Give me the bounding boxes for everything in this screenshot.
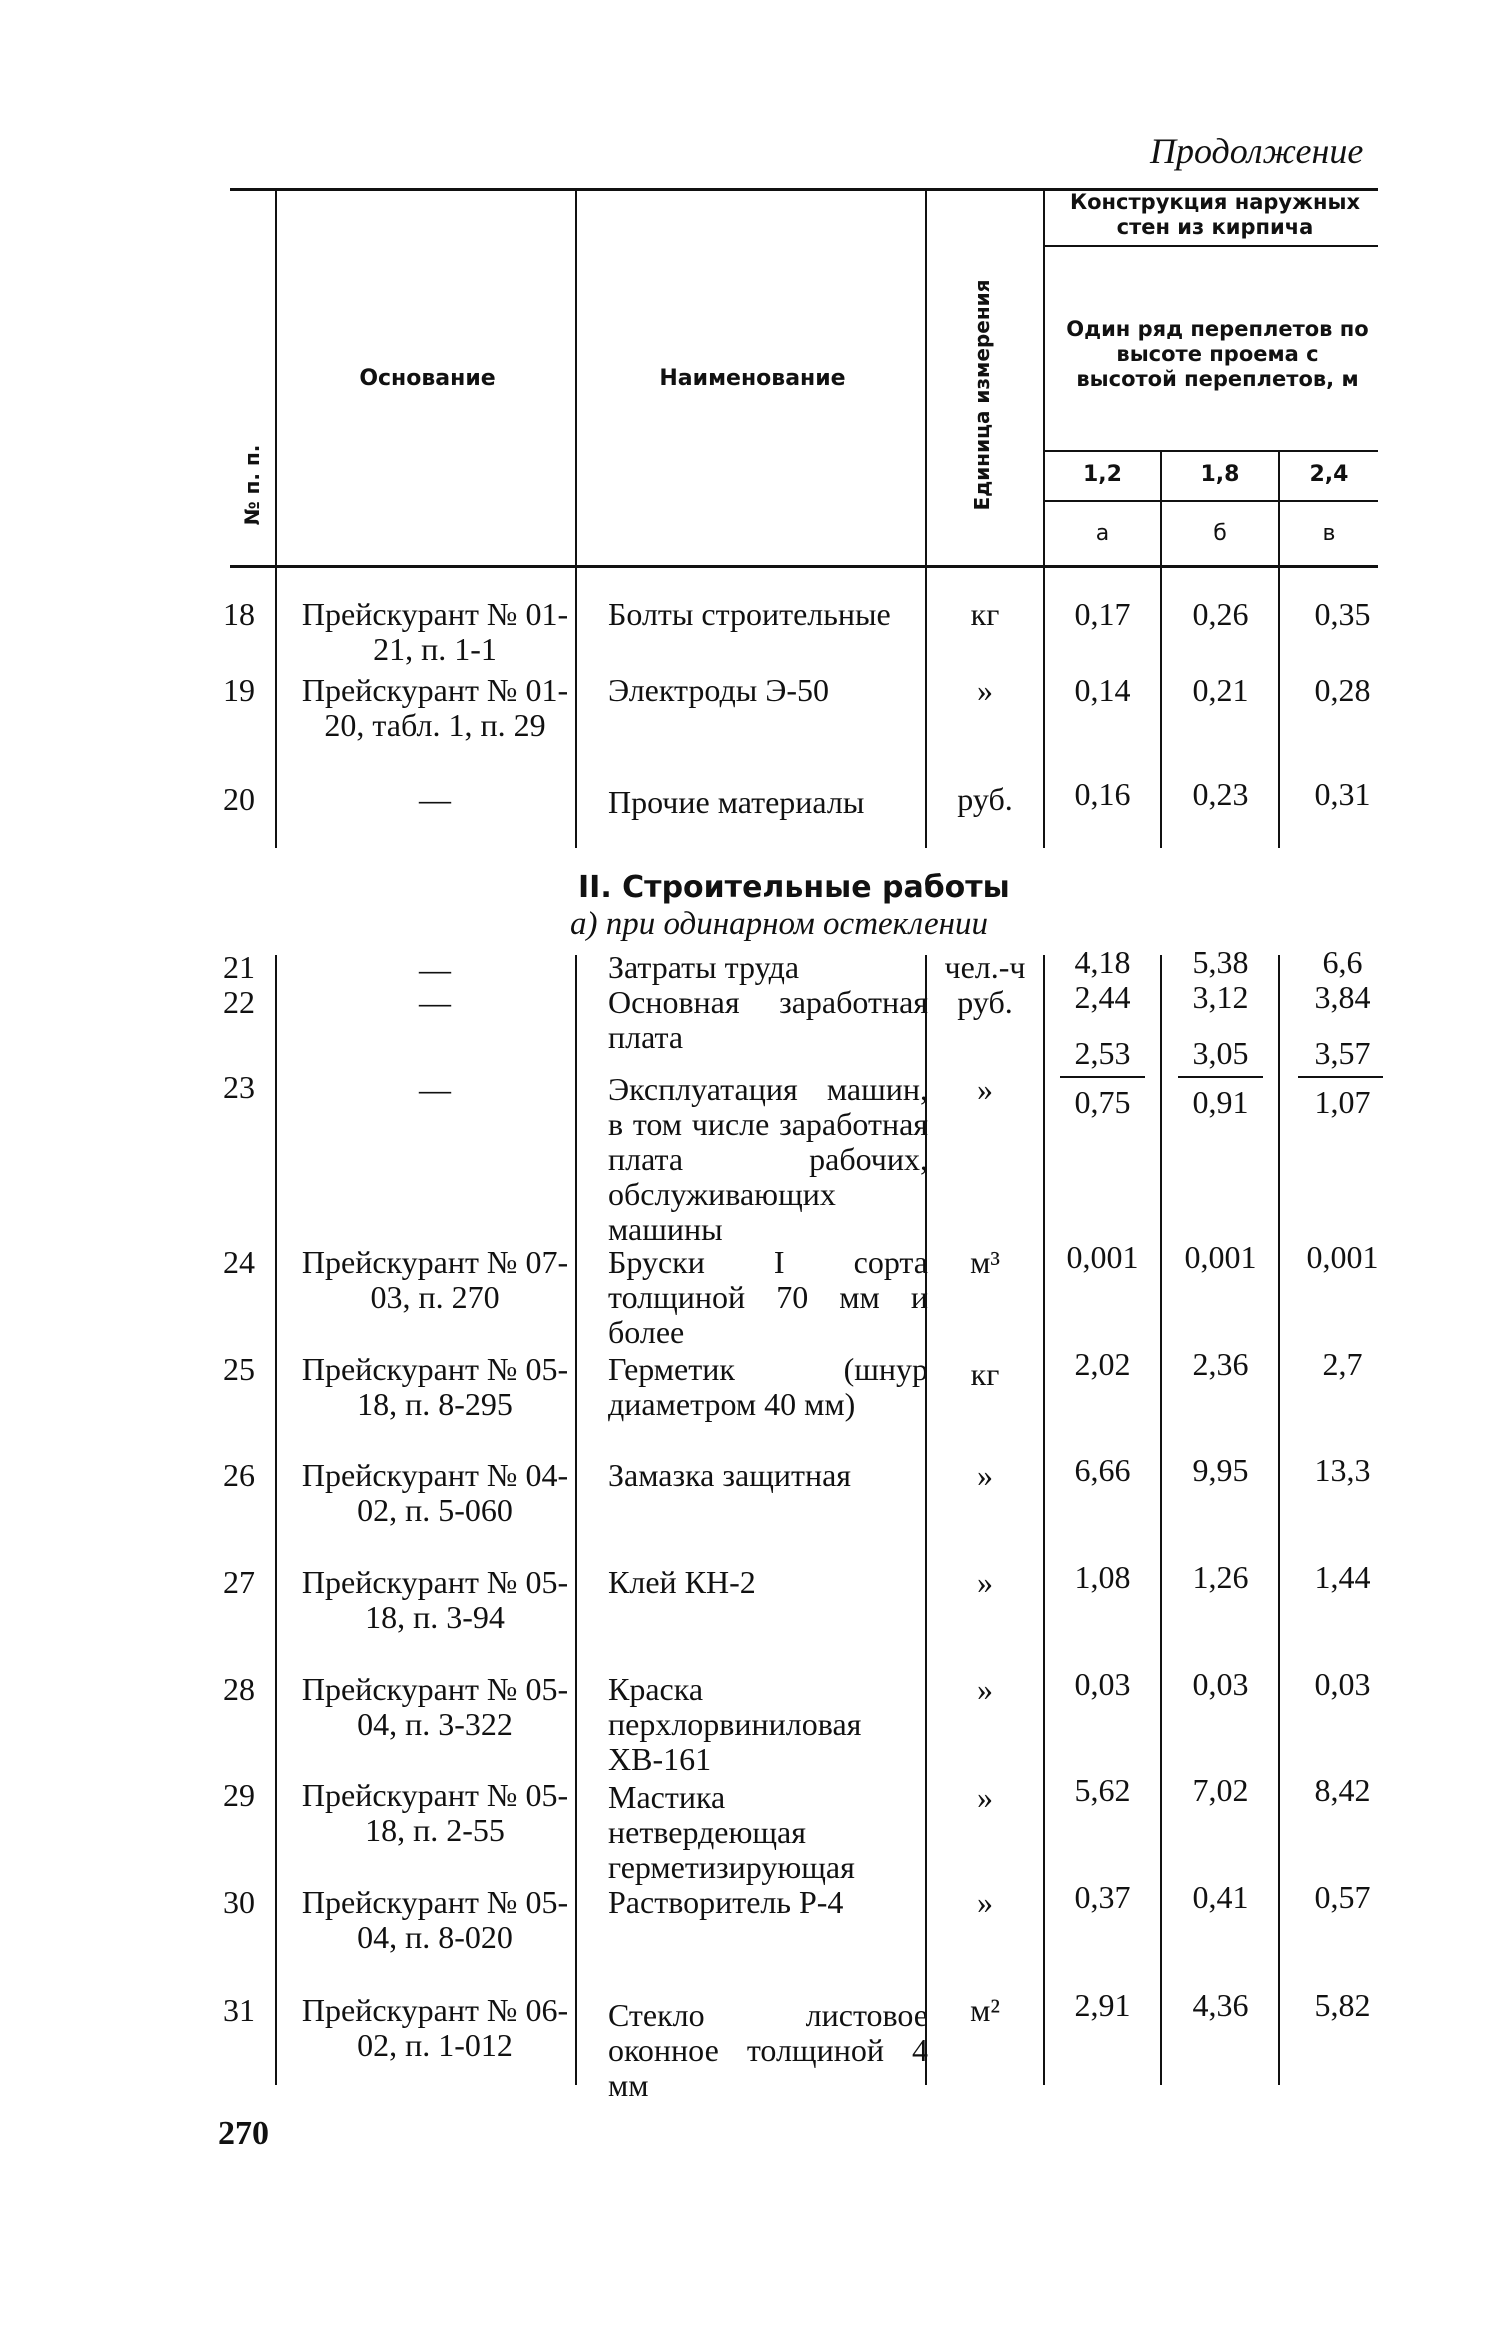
body-vline-1b — [275, 955, 277, 2085]
row-unit: чел.-ч — [944, 949, 1026, 985]
row-basis: Прейскурант № 05-18, п. 2-55 — [301, 1777, 569, 1848]
row-value-b: 0,23 — [1192, 776, 1249, 812]
header-letter-c: в — [1322, 521, 1336, 546]
header-vline-1 — [275, 190, 277, 565]
row-value-c: 8,42 — [1314, 1772, 1371, 1808]
row-unit: руб. — [957, 984, 1013, 1020]
header-height-1: 1,2 — [1083, 462, 1122, 487]
continuation-label: Продолжение — [1150, 131, 1364, 171]
header-letter-b: б — [1213, 521, 1227, 546]
header-letter-a: а — [1095, 521, 1110, 546]
header-height-3: 2,4 — [1309, 462, 1349, 487]
row-basis: — — [419, 1071, 451, 1107]
row-value-c: 0,001 — [1306, 1239, 1379, 1275]
row-value-c: 0,31 — [1314, 776, 1371, 812]
row-value-a: 2,02 — [1074, 1346, 1131, 1382]
row-basis: Прейскурант № 01-20, табл. 1, п. 29 — [301, 672, 569, 743]
row-num: 31 — [223, 1992, 255, 2028]
row-num: 23 — [223, 1069, 255, 1105]
row-value-c: 0,35 — [1314, 596, 1371, 632]
row-value-a: 2,44 — [1074, 979, 1131, 1015]
header-vline-3 — [925, 190, 927, 565]
row-unit: » — [977, 1457, 993, 1493]
row-value-a: 6,66 — [1074, 1452, 1131, 1488]
row-num: 24 — [223, 1244, 255, 1280]
row-basis: — — [419, 951, 451, 987]
row-unit: кг — [970, 1356, 1000, 1392]
row-basis: Прейскурант № 07-03, п. 270 — [301, 1244, 569, 1315]
row-basis: Прейскурант № 05-18, п. 3-94 — [301, 1564, 569, 1635]
row-unit: » — [977, 1671, 993, 1707]
row-num: 27 — [223, 1564, 255, 1600]
row-unit: » — [977, 1071, 993, 1107]
row-value-a: 0,001 — [1066, 1239, 1139, 1275]
row-value-c: 13,3 — [1314, 1452, 1371, 1488]
row-num: 26 — [223, 1457, 255, 1493]
row-value-b: 0,21 — [1192, 672, 1249, 708]
row-name: Замазка защитная — [608, 1457, 852, 1493]
row-unit: » — [977, 1564, 993, 1600]
row-num: 25 — [223, 1351, 255, 1387]
body-vline-5a — [1160, 568, 1162, 848]
row-unit: » — [977, 1884, 993, 1920]
section-title: II. Строительные работы — [578, 870, 1010, 905]
header-vline-4 — [1043, 190, 1045, 565]
row-value-a: 0,17 — [1074, 596, 1131, 632]
page-number: 270 — [218, 2115, 269, 2152]
fraction-line-a — [1060, 1076, 1145, 1078]
row-basis: Прейскурант № 05-04, п. 8-020 — [301, 1884, 569, 1955]
row-value-a: 0,03 — [1074, 1666, 1131, 1702]
row-value-c-bottom: 1,07 — [1314, 1084, 1371, 1120]
header-num: № п. п. — [240, 444, 264, 526]
row-num: 18 — [223, 596, 255, 632]
row-value-b: 0,03 — [1192, 1666, 1249, 1702]
body-vline-5b — [1160, 955, 1162, 2085]
header-bottom-rule — [230, 565, 1378, 568]
header-height-2: 1,8 — [1200, 462, 1240, 487]
row-num: 30 — [223, 1884, 255, 1920]
row-num: 19 — [223, 672, 255, 708]
row-unit: кг — [970, 596, 1000, 632]
row-num: 21 — [223, 949, 255, 985]
row-basis: Прейскурант № 01-21, п. 1-1 — [301, 596, 569, 667]
subgroup-rule — [1043, 450, 1378, 452]
row-value-b: 4,36 — [1192, 1987, 1249, 2023]
row-value-c: 5,82 — [1314, 1987, 1371, 2023]
header-name: Наименование — [659, 366, 846, 391]
row-value-b: 0,001 — [1184, 1239, 1257, 1275]
row-value-c: 3,84 — [1314, 979, 1371, 1015]
row-name: Растворитель Р-4 — [608, 1884, 844, 1920]
row-value-b: 7,02 — [1192, 1772, 1249, 1808]
row-name: Клей КН-2 — [608, 1564, 756, 1600]
row-num: 29 — [223, 1777, 255, 1813]
fraction-line-b — [1178, 1076, 1263, 1078]
header-basis: Основание — [359, 366, 496, 391]
row-value-a: 4,18 — [1074, 944, 1131, 980]
row-value-a: 2,91 — [1074, 1987, 1131, 2023]
row-value-b: 1,26 — [1192, 1559, 1249, 1595]
row-value-b: 0,41 — [1192, 1879, 1249, 1915]
row-value-b: 5,38 — [1192, 944, 1249, 980]
row-value-a: 1,08 — [1074, 1559, 1131, 1595]
header-vline-2 — [575, 190, 577, 565]
row-name: Основная заработная плата — [608, 984, 928, 1055]
row-num: 20 — [223, 781, 255, 817]
row-unit: » — [977, 1779, 993, 1815]
row-basis: Прейскурант № 06-02, п. 1-012 — [301, 1992, 569, 2063]
row-name: Эксплуатация машин, в том числе заработная плата рабочих, обслуживающих машины — [608, 1071, 928, 1247]
row-value-b-top: 3,05 — [1192, 1035, 1249, 1071]
row-value-b: 2,36 — [1192, 1346, 1249, 1382]
row-value-a: 0,14 — [1074, 672, 1131, 708]
row-name: Прочие материалы — [608, 784, 865, 820]
row-unit: м³ — [970, 1244, 1000, 1280]
fraction-line-c — [1298, 1076, 1383, 1078]
row-unit: руб. — [957, 781, 1013, 817]
row-value-a: 0,37 — [1074, 1879, 1131, 1915]
body-vline-4b — [1043, 955, 1045, 2085]
row-value-c: 2,7 — [1322, 1346, 1363, 1382]
row-value-c: 0,28 — [1314, 672, 1371, 708]
heights-rule — [1043, 500, 1378, 502]
header-sub-group: Один ряд переплетов по высоте проема с высотой переплетов, м — [1066, 317, 1369, 391]
row-unit: » — [977, 672, 993, 708]
row-name: Болты строительные — [608, 596, 891, 632]
row-basis: Прейскурант № 05-04, п. 3-322 — [301, 1671, 569, 1742]
body-vline-6a — [1278, 568, 1280, 848]
row-value-c: 1,44 — [1314, 1559, 1371, 1595]
group-title-rule — [1043, 245, 1378, 247]
row-value-c: 6,6 — [1322, 944, 1363, 980]
body-vline-6b — [1278, 955, 1280, 2085]
row-value-a-top: 2,53 — [1074, 1035, 1131, 1071]
row-name: Мастика нетвердеющая герметизирующая — [608, 1779, 855, 1885]
row-value-c-top: 3,57 — [1314, 1035, 1371, 1071]
row-value-b: 3,12 — [1192, 979, 1249, 1015]
row-value-a: 5,62 — [1074, 1772, 1131, 1808]
row-basis: — — [419, 781, 451, 817]
row-unit: м² — [970, 1992, 1000, 2028]
row-name: Стекло листовое оконное толщиной 4 мм — [608, 1997, 928, 2103]
row-basis: — — [419, 984, 451, 1020]
row-value-a-bottom: 0,75 — [1074, 1084, 1131, 1120]
row-value-c: 0,57 — [1314, 1879, 1371, 1915]
row-value-b: 0,26 — [1192, 596, 1249, 632]
row-name: Герметик (шнур диаметром 40 мм) — [608, 1351, 928, 1422]
row-value-c: 0,03 — [1314, 1666, 1371, 1702]
row-num: 28 — [223, 1671, 255, 1707]
row-value-b: 9,95 — [1192, 1452, 1249, 1488]
header-unit: Единица измерения — [970, 279, 994, 511]
row-name: Бруски I сорта толщиной 70 мм и более — [608, 1244, 928, 1350]
row-value-a: 0,16 — [1074, 776, 1131, 812]
row-name: Затраты труда — [608, 949, 800, 985]
row-basis: Прейскурант № 05-18, п. 8-295 — [301, 1351, 569, 1422]
row-num: 22 — [223, 984, 255, 1020]
section-subtitle: а) при одинарном остеклении — [570, 906, 988, 942]
body-vline-1a — [275, 568, 277, 848]
row-name: Краска перхлорвиниловая ХВ-161 — [608, 1671, 862, 1777]
header-group-title: Конструкция наружных стен из кирпича — [1069, 190, 1361, 239]
row-name: Электроды Э-50 — [608, 672, 830, 708]
row-basis: Прейскурант № 04-02, п. 5-060 — [301, 1457, 569, 1528]
row-value-b-bottom: 0,91 — [1192, 1084, 1249, 1120]
